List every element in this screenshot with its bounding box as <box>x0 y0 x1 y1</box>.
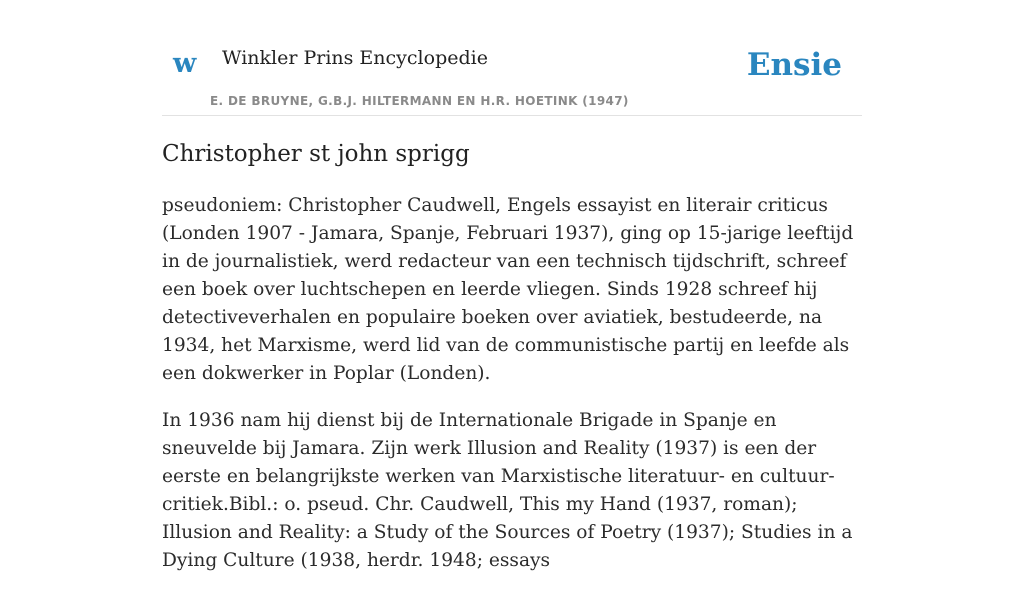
source-logo-icon[interactable]: w <box>173 48 197 79</box>
article-title: Christopher st john sprigg <box>162 141 470 167</box>
article-paragraph: pseudoniem: Christopher Caudwell, Engels essayist en literair criticus (Londen 1907 - Jamara, Spanje, Februari 1937), ging op 15-jarige leeftijd in de journalistiek, werd redacteur van een technisch tijdschrift, schreef een boek over luchtschepen en leerde vliegen. Sinds 1928 schreef hij detectiveverhalen en populaire boeken over aviatiek, bestudeerde, na 1934, het Marxisme, werd lid van de communistische partij en leefde als een dokwerker in Poplar (Londen). <box>162 195 854 384</box>
site-header <box>162 0 862 116</box>
article-paragraph: In 1936 nam hij dienst bij de Internationale Brigade in Spanje en sneuvelde bij Jamara. Zijn werk Illusion and Reality (1937) is een der eerste en belangrijkste werken van Marxistische literatuur- en cultuur-critiek.Bibl.: o. pseud. Chr. Caudwell, This my Hand (1937, roman); Illusion and Reality: a Study of the Sources of Poetry (1937); Studies in a Dying Culture (1938, herdr. 1948; essays <box>162 410 853 571</box>
source-authors: E. DE BRUYNE, G.B.J. HILTERMANN EN H.R. HOETINK (1947) <box>210 94 629 108</box>
article <box>162 138 862 594</box>
brand-logo[interactable]: Ensie <box>746 47 842 83</box>
source-title-link[interactable]: Winkler Prins Encyclopedie <box>222 47 488 69</box>
article-body <box>162 192 862 575</box>
